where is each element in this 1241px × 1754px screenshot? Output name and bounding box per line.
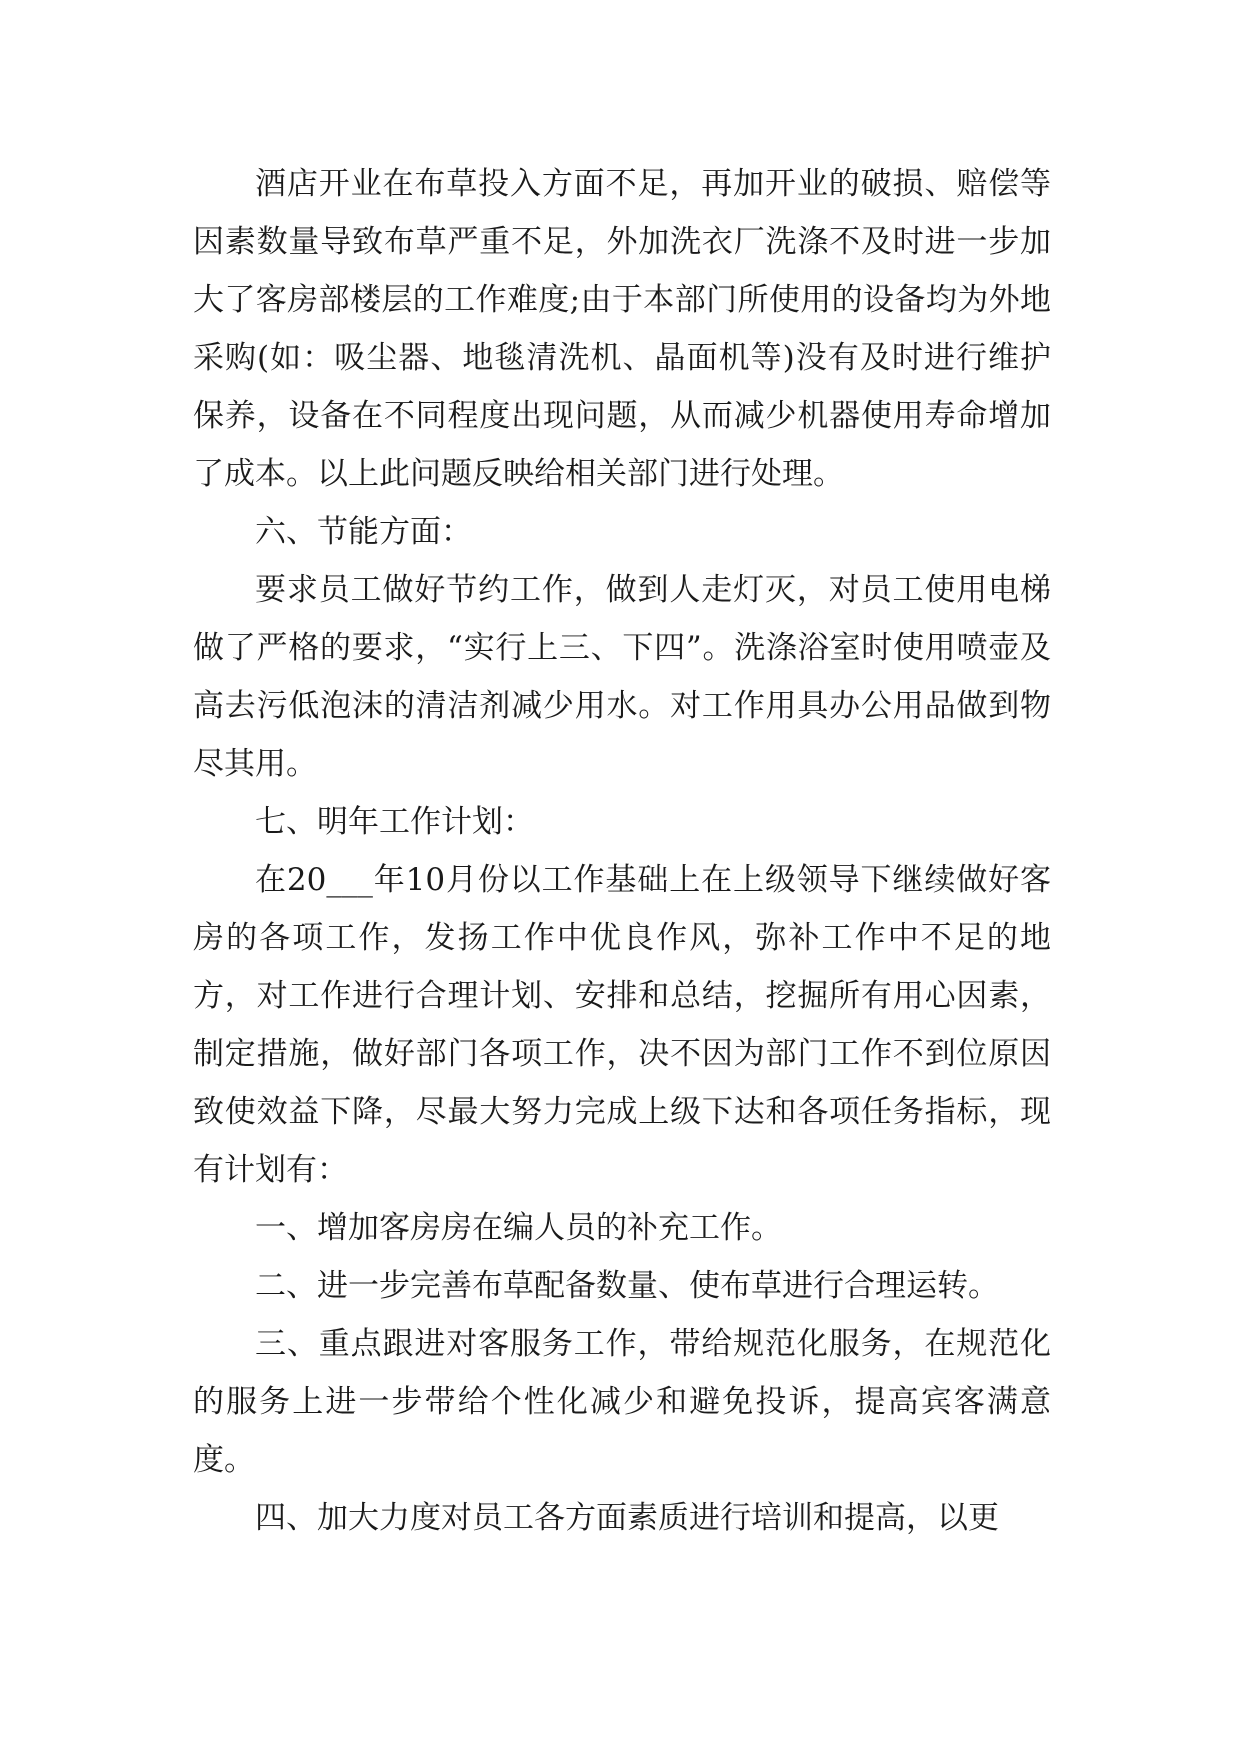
document-body	[193, 155, 1051, 1547]
plan-item-1: 一、增加客房房在编人员的补充工作。	[255, 1210, 782, 1246]
heading-energy-saving: 六、节能方面：	[255, 514, 472, 550]
paragraph-energy-saving: 要求员工做好节约工作，做到人走灯灭，对员工使用电梯做了严格的要求，“实行上三、下四”。洗涤浴室时使用喷壶及高去污低泡沫的清洁剂减少用水。对工作用具办公用品做到物尽其用。	[193, 572, 1051, 782]
plan-item-3: 三、重点跟进对客服务工作，带给规范化服务，在规范化的服务上进一步带给个性化减少和避免投诉，提高宾客满意度。	[193, 1326, 1051, 1478]
paragraph-next-year-plan: 在20___年10月份以工作基础上在上级领导下继续做好客房的各项工作，发扬工作中优良作风，弥补工作中不足的地方，对工作进行合理计划、安排和总结，挖掘所有用心因素，制定措施，做好部门各项工作，决不因为部门工作不到位原因致使效益下降，尽最大努力完成上级下达和各项任务指标，现有计划有：	[193, 862, 1051, 1188]
plan-item-4: 四、加大力度对员工各方面素质进行培训和提高，以更	[255, 1500, 999, 1536]
paragraph-linen-equipment-issues: 酒店开业在布草投入方面不足，再加开业的破损、赔偿等因素数量导致布草严重不足，外加洗衣厂洗涤不及时进一步加大了客房部楼层的工作难度;由于本部门所使用的设备均为外地采购(如：吸尘器、地毯清洗机、晶面机等)没有及时进行维护保养，设备在不同程度出现问题，从而减少机器使用寿命增加了成本。以上此问题反映给相关部门进行处理。	[193, 166, 1051, 492]
plan-item-2: 二、进一步完善布草配备数量、使布草进行合理运转。	[255, 1268, 999, 1304]
heading-next-year-plan: 七、明年工作计划：	[255, 804, 534, 840]
